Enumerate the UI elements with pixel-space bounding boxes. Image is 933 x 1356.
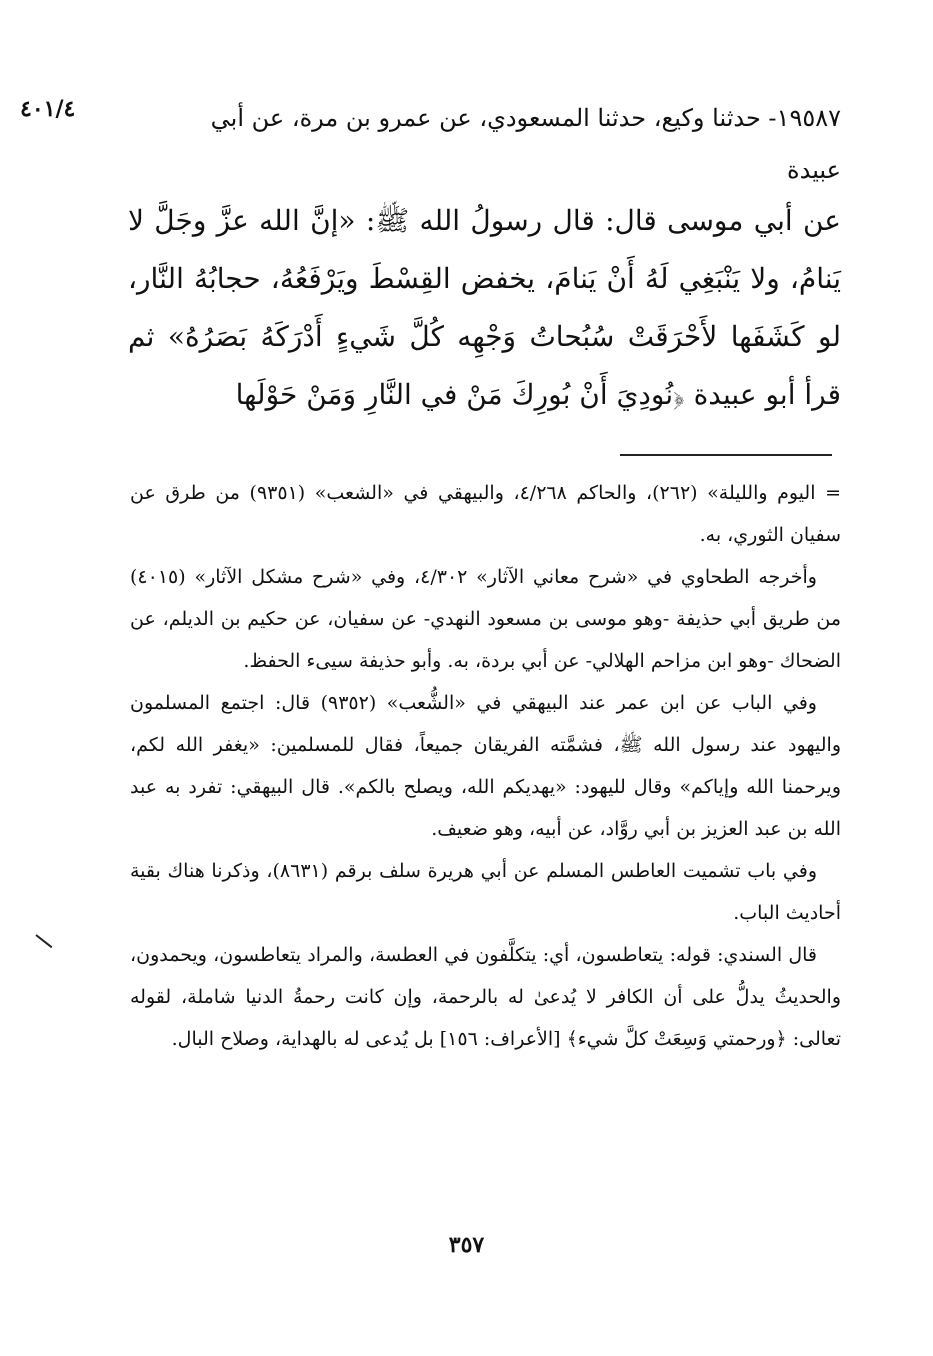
footnote-paragraph-5: قال السندي: قوله: يتعاطسون، أي: يتكلَّفون في العطسة، والمراد يتعاطسون، ويحمدون، والحديثُ يدلُّ على أن الكافر لا يُدعىٰ له بالرحمة، وإن كانت رحمةُ الدنيا شاملة، لقوله تعالى: ﴿ورحمتي وَسِعَتْ كلَّ شيء﴾ [الأعراف: ١٥٦] بل يُدعى له بالهداية، وصلاح البال.	[130, 944, 841, 1050]
isnad-line-1: ١٩٥٨٧- حدثنا وكيع، حدثنا المسعودي، عن عمرو بن مرة، عن أبي	[210, 104, 841, 132]
footnotes-block	[130, 472, 841, 1060]
footnote-separator	[620, 454, 832, 456]
isnad-line-2: عبيدة	[787, 156, 841, 184]
footnote-paragraph-2: وأخرجه الطحاوي في «شرح معاني الآثار» ٤/٣٠٢، وفي «شرح مشكل الآثار» (٤٠١٥) من طريق أبي حذيفة -وهو موسى بن مسعود النهدي- عن سفيان، عن حكيم بن الديلم، عن الضحاك -وهو ابن مزاحم الهلالي- عن أبي بردة، به. وأبو حذيفة سيىء الحفظ.	[130, 566, 841, 672]
footnote-paragraph-1: = اليوم والليلة» (٢٦٢)، والحاكم ٤/٢٦٨، والبيهقي في «الشعب» (٩٣٥١) من طرق عن سفيان الثوري، به.	[130, 482, 841, 546]
margin-mark	[35, 934, 52, 948]
hadith-isnad	[150, 92, 841, 196]
hadith-matn: عن أبي موسى قال: قال رسولُ الله ﷺ: «إنَّ الله عزَّ وجَلَّ لا يَنامُ، ولا يَنْبَغِي لَهُ أَنْ يَنامَ، يخفض القِسْطَ ويَرْفَعُهُ، حجابُهُ النَّار، لو كَشَفَها لأَحْرَقَتْ سُبُحاتُ وَجْهِه كُلَّ شَيءٍ أَدْرَكَهُ بَصَرُهُ» ثم قرأ أبو عبيدة ﴿نُودِيَ أَنْ بُورِكَ مَنْ في النَّارِ وَمَنْ حَوْلَها	[128, 204, 841, 411]
page-number: ٣٥٧	[448, 1232, 485, 1258]
footnote-paragraph-4: وفي باب تشميت العاطس المسلم عن أبي هريرة سلف برقم (٨٦٣١)، وذكرنا هناك بقية أحاديث الباب.	[130, 860, 841, 924]
footnote-paragraph-3: وفي الباب عن ابن عمر عند البيهقي في «الشُّعب» (٩٣٥٢) قال: اجتمع المسلمون واليهود عند رسول الله ﷺ، فشمَّته الفريقان جميعاً، فقال للمسلمين: «يغفر الله لكم، ويرحمنا الله وإياكم» وقال لليهود: «يهديكم الله، ويصلح بالكم». قال البيهقي: تفرد به عبد الله بن عبد العزيز بن أبي روَّاد، عن أبيه، وهو ضعيف.	[130, 692, 841, 840]
volume-page-reference: ٤٠١/٤	[20, 96, 76, 122]
hadith-text-block	[128, 192, 841, 424]
